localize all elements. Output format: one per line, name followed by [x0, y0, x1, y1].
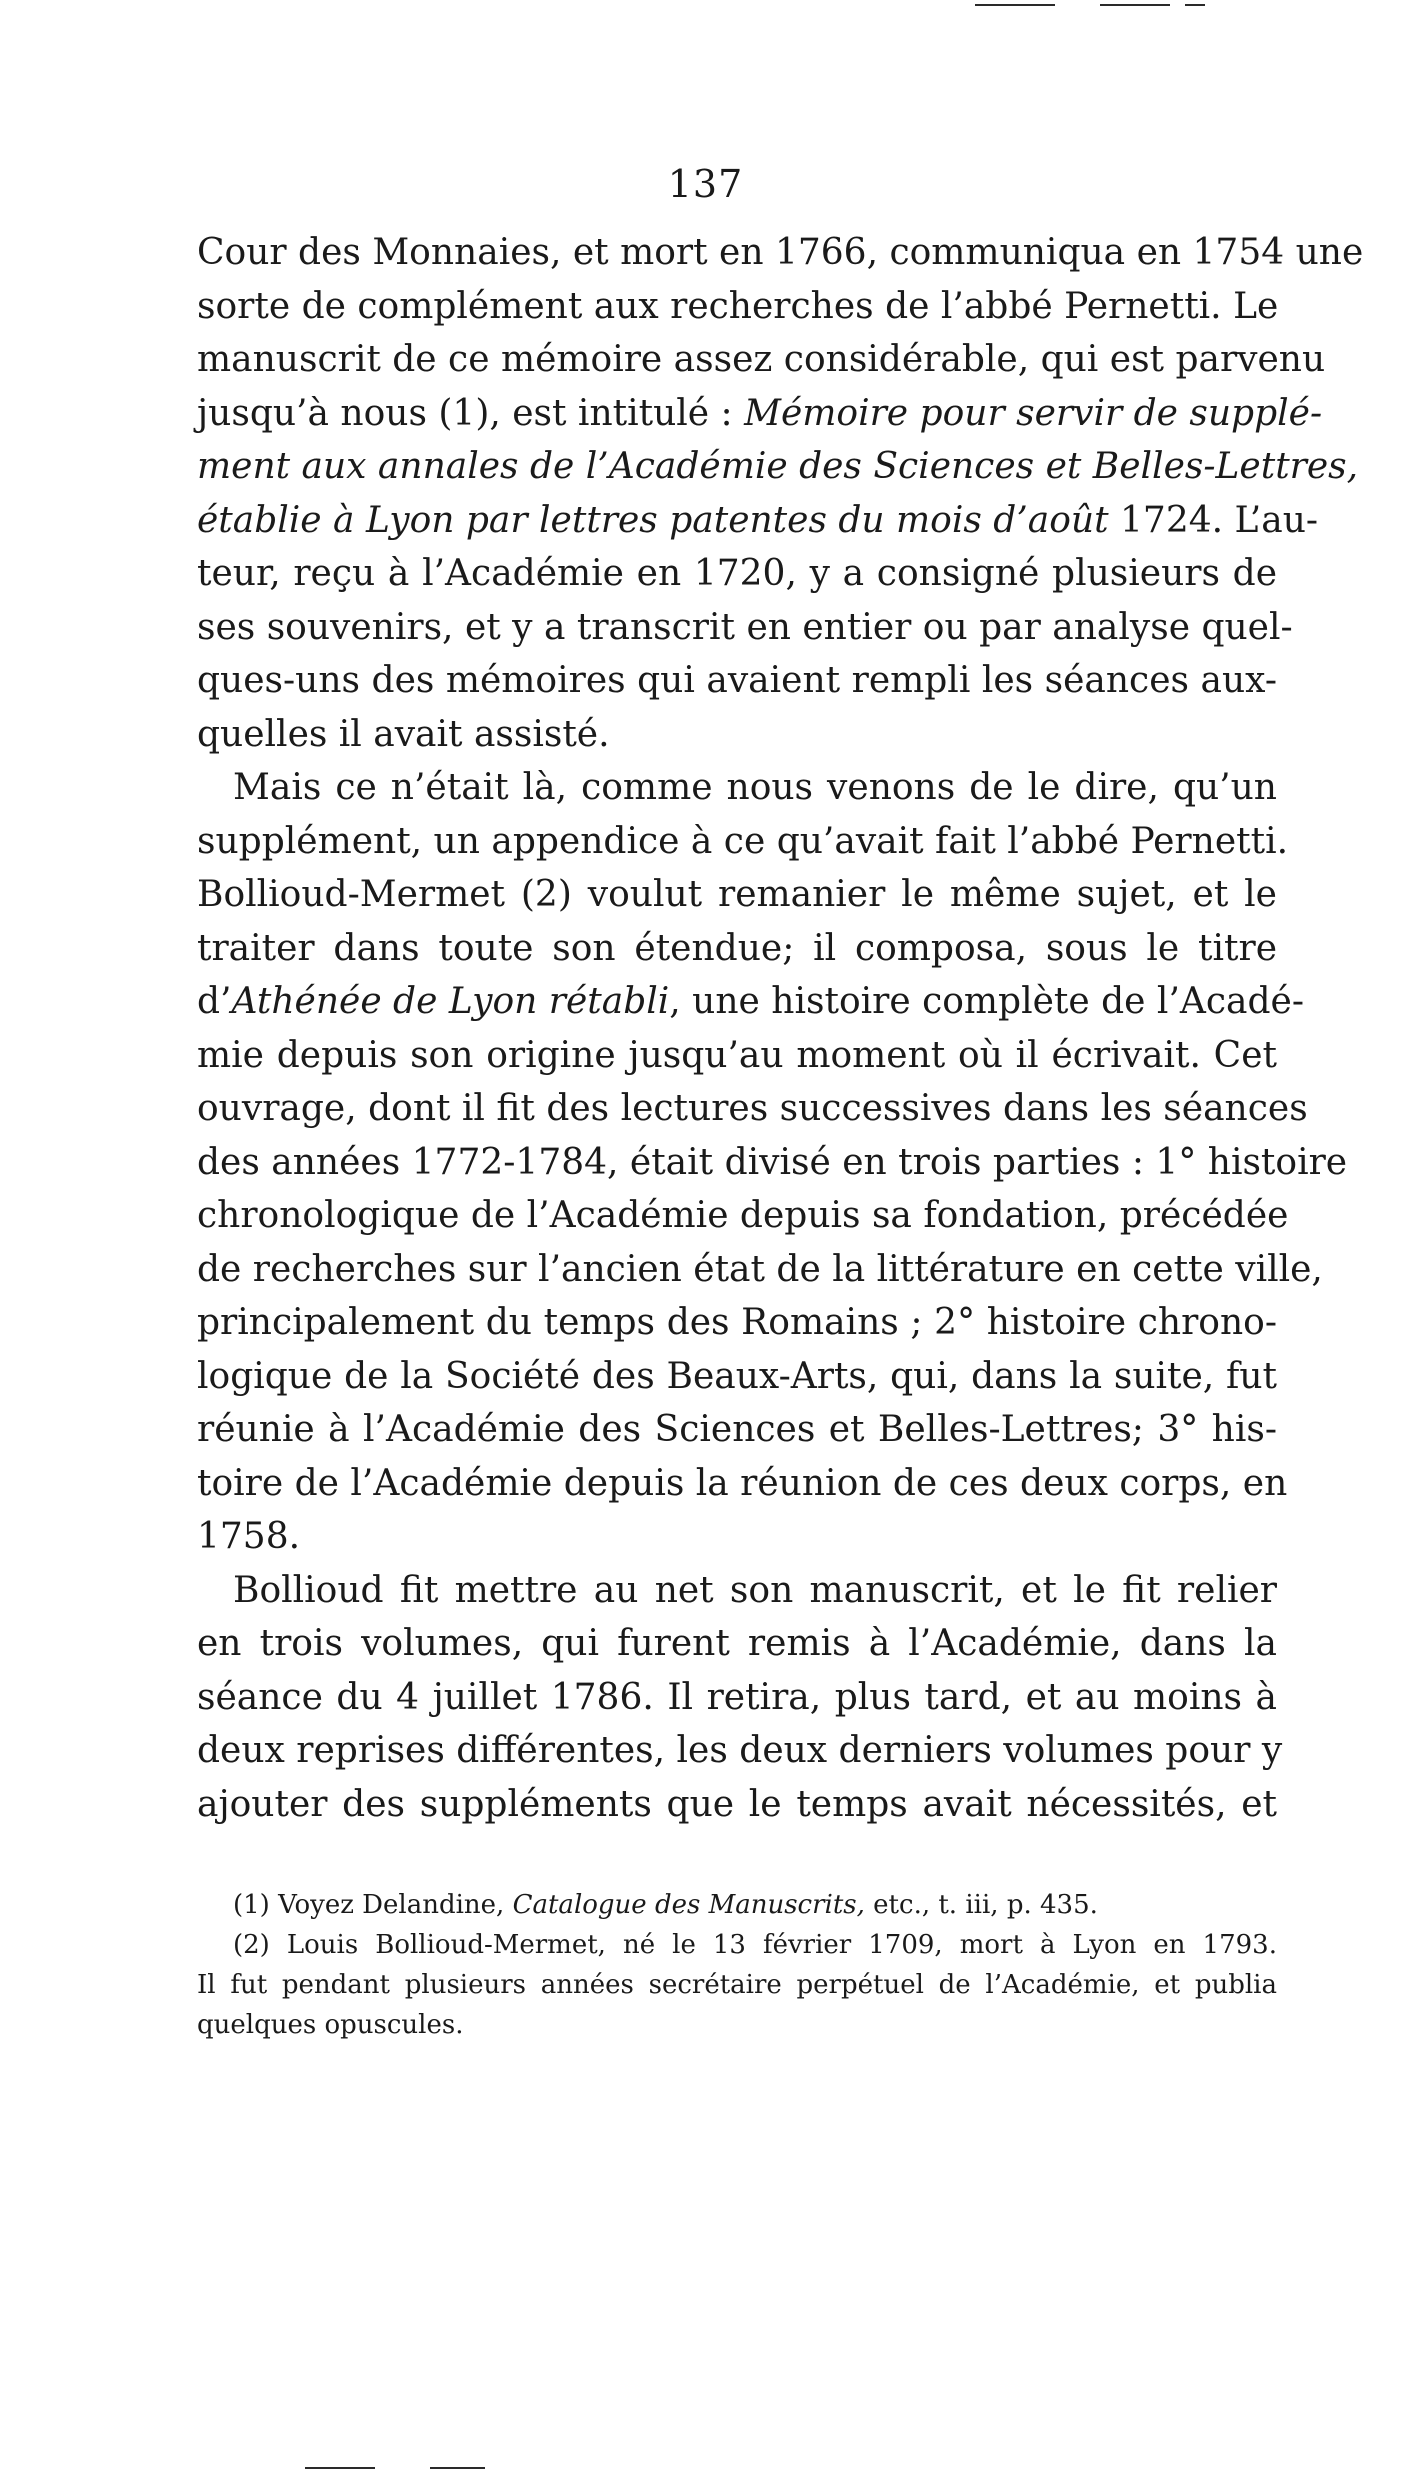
text-line: ques-uns des mémoires qui avaient rempli les séances aux-: [197, 660, 1277, 701]
footnote-1: (1) Voyez Delandine, Catalogue des Manuscrits, etc., t. iii, p. 435.: [233, 1890, 1098, 1920]
text-line: Cour des Monnaies, et mort en 1766, communiqua en 1754 une: [197, 232, 1364, 273]
top-edge-rule: [1185, 4, 1205, 6]
top-edge-rule: [1100, 4, 1170, 6]
italic-title: Mémoire pour servir de supplé-: [744, 392, 1323, 434]
text-line: ajouter des suppléments que le temps avait nécessités, et: [197, 1783, 1277, 1825]
text-line: deux reprises différentes, les deux derniers volumes pour y: [197, 1730, 1283, 1771]
footnote-2-continued: quelques opuscules.: [197, 2010, 464, 2040]
text-line: ouvrage, dont il fit des lectures successives dans les séances: [197, 1088, 1308, 1129]
text-line: jusqu’à nous (1), est intitulé : Mémoire pour servir de supplé-: [197, 392, 1323, 434]
footnote-2: (2) Louis Bollioud-Mermet, né le 13 février 1709, mort à Lyon en 1793.: [233, 1930, 1277, 1960]
text-line: manuscrit de ce mémoire assez considérable, qui est parvenu: [197, 339, 1326, 380]
italic-title: ment aux annales de l’Académie des Sciences et Belles-Lettres,: [197, 446, 1359, 487]
italic-title: Athénée de Lyon rétabli: [231, 981, 670, 1022]
body-text: [197, 226, 1364, 1831]
top-edge-rule: [975, 4, 1055, 6]
paragraph-start-line: Mais ce n’était là, comme nous venons de le dire, qu’un: [233, 767, 1277, 808]
text-line: des années 1772-1784, était divisé en trois parties : 1° histoire: [197, 1141, 1348, 1183]
text-line: en trois volumes, qui furent remis à l’Académie, dans la: [197, 1623, 1277, 1664]
text-line: réunie à l’Académie des Sciences et Belles-Lettres; 3° his-: [197, 1409, 1277, 1450]
text-line: ses souvenirs, et y a transcrit en entier ou par analyse quel-: [197, 606, 1293, 648]
text-line: de recherches sur l’ancien état de la littérature en cette ville,: [197, 1248, 1323, 1290]
footnotes: [197, 1885, 1277, 2045]
text-line: [197, 440, 1359, 494]
text-line: d’Athénée de Lyon rétabli, une histoire complète de l’Acadé-: [197, 981, 1305, 1022]
text-line: établie à Lyon par lettres patentes du mois d’août 1724. L’au-: [197, 499, 1319, 541]
text-line: teur, reçu à l’Académie en 1720, y a consigné plusieurs de: [197, 553, 1277, 594]
italic-title: établie à Lyon par lettres patentes du mois d’août: [197, 499, 1109, 541]
text-line: supplément, un appendice à ce qu’avait fait l’abbé Pernetti.: [197, 820, 1289, 862]
page-number: 137: [667, 162, 744, 206]
text-line: 1758.: [197, 1516, 301, 1557]
text-line: chronologique de l’Académie depuis sa fondation, précédée: [197, 1195, 1289, 1236]
text-line: toire de l’Académie depuis la réunion de ces deux corps, en: [197, 1462, 1288, 1504]
text-line: séance du 4 juillet 1786. Il retira, plus tard, et au moins à: [197, 1676, 1277, 1718]
bottom-edge-rule: [305, 2467, 375, 2469]
text-line: quelles il avait assisté.: [197, 713, 610, 755]
text-line: principalement du temps des Romains ; 2° histoire chrono-: [197, 1302, 1277, 1343]
italic-title: Catalogue des Manuscrits,: [512, 1890, 865, 1920]
text-line: sorte de complément aux recherches de l’abbé Pernetti. Le: [197, 285, 1279, 327]
text-line: logique de la Société des Beaux-Arts, qui, dans la suite, fut: [197, 1355, 1277, 1397]
text-line: mie depuis son origine jusqu’au moment où il écrivait. Cet: [197, 1034, 1277, 1076]
footnote-2-continued: Il fut pendant plusieurs années secrétaire perpétuel de l’Académie, et publia: [197, 1970, 1277, 2000]
text-line: traiter dans toute son étendue; il composa, sous le titre: [197, 927, 1277, 969]
text-line: Bollioud-Mermet (2) voulut remanier le même sujet, et le: [197, 874, 1277, 915]
paragraph-start-line: Bollioud fit mettre au net son manuscrit, et le fit relier: [233, 1569, 1277, 1611]
bottom-edge-rule: [430, 2467, 485, 2469]
